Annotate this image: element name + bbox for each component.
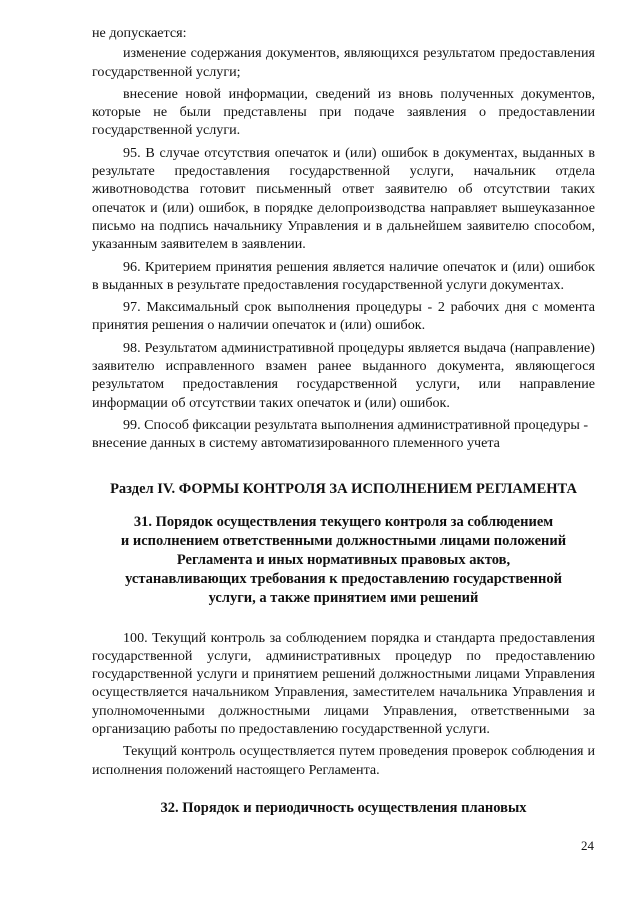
document-body xyxy=(92,24,595,838)
subsection-31-line: устанавливающих требования к предоставлению государственной xyxy=(125,571,562,588)
paragraph-100: 100. Текущий контроль за соблюдением порядка и стандарта предоставления государственной услуги, административных процедур по предоставлению государственной услуги и принятием решений должностными лицами Управления осуществляется начальником Управления, заместителем начальника Управления и уполномоченными должностными лицами Управления, ответственными за организацию работы по предоставлению государственной услуги. xyxy=(92,629,595,738)
subsection-31-line: услуги, а также принятием ими решений xyxy=(208,590,479,607)
subsection-31-line: Регламента и иных нормативных правовых актов, xyxy=(176,551,511,568)
section-title: Раздел IV. ФОРМЫ КОНТРОЛЯ ЗА ИСПОЛНЕНИЕМ РЕГЛАМЕНТА xyxy=(110,480,577,497)
subsection-31-line: 31. Порядок осуществления текущего контроля за соблюдением xyxy=(133,513,554,530)
paragraph-continuation: не допускается: xyxy=(92,25,187,41)
paragraph-current-control: Текущий контроль осуществляется путем проведения проверок соблюдения и исполнения положений настоящего Регламента. xyxy=(92,743,595,778)
paragraph-97: 97. Максимальный срок выполнения процедуры - 2 рабочих дня с момента принятия решения о наличии опечаток и (или) ошибок. xyxy=(92,299,595,334)
paragraph-98: 98. Результатом административной процедуры является выдача (направление) заявителю исправленного взамен ранее выданного документа, являющегося результатом предоставления государственной услуги, или направление информации об отсутствии таких опечаток и (или) ошибок. xyxy=(92,339,595,411)
subsection-32-title xyxy=(92,799,595,818)
subsection-31-line: и исполнением ответственными должностными лицами положений xyxy=(120,532,567,549)
subsection-31-title xyxy=(92,513,595,609)
paragraph-96: 96. Критерием принятия решения является наличие опечаток и (или) ошибок в выданных в результате предоставления государственной услуги документах. xyxy=(92,258,595,293)
subsection-32-line: 32. Порядок и периодичность осуществления плановых xyxy=(160,799,527,816)
paragraph-95: 95. В случае отсутствия опечаток и (или) ошибок в документах, выданных в результате предоставления государственной услуги, начальник отдела животноводства готовит письменный ответ заявителю об отсутствии таких опечаток и (или) ошибок, в порядке делопроизводства направляет вышеуказанное письмо на подпись начальнику Управления и в дальнейшем заявителю способом, указанным заявителем в заявлении. xyxy=(92,144,595,253)
paragraph-99: 99. Способ фиксации результата выполнения административной процедуры - внесение данных в систему автоматизированного племенного учета xyxy=(92,416,589,452)
page-number: 24 xyxy=(581,838,594,853)
paragraph-item-new-information: внесение новой информации, сведений из вновь полученных документов, которые не были представлены при подаче заявления о предоставлении государственной услуги. xyxy=(92,85,595,139)
paragraph-item-change-contents: изменение содержания документов, являющихся результатом предоставления государственной услуги; xyxy=(92,45,595,80)
